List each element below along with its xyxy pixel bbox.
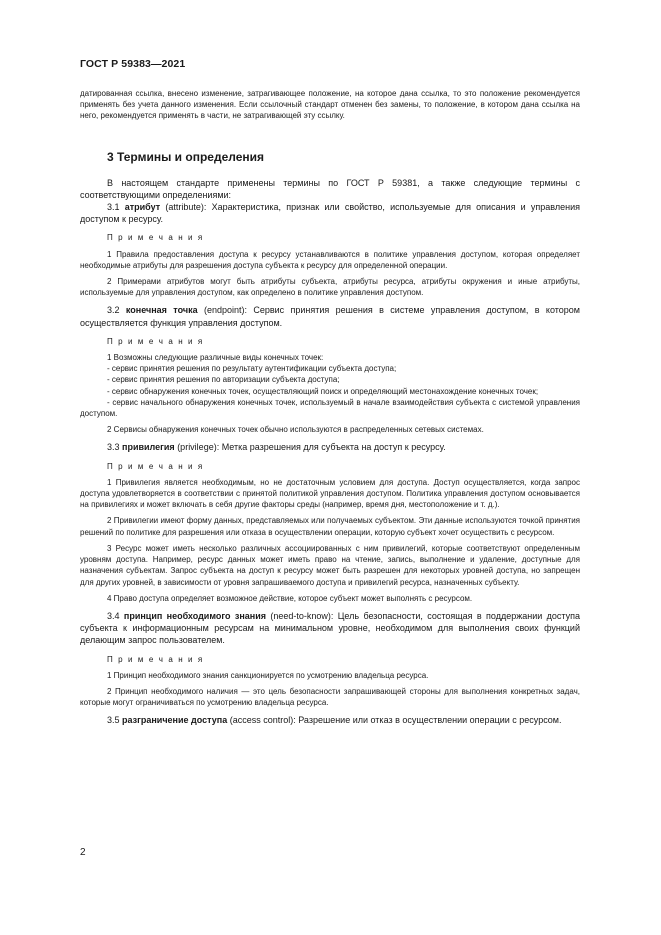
term-name: принцип необходимого знания — [123, 610, 267, 621]
note: 2 Принцип необходимого наличия — это цель безопасности запрашивающей стороны для выполнения конкретных задач, которые могут ограничиваться по усмотрению владельца ресурса. — [80, 686, 580, 708]
notes-label: П р и м е ч а н и я — [107, 461, 204, 471]
page-number: 2 — [80, 847, 86, 858]
note: 1 Привилегия является необходимым, но не достаточным условием для доступа. Доступ осуществляется, когда запрос доступа удовлетворяется в соответствии с принятой политикой управления доступом. Политика управления доступом основывается на привилегиях и может включать в себя другие факторы среды (например, время дня, местоположение и т. д.). — [80, 477, 580, 510]
term-name: атрибут — [124, 202, 161, 213]
note: 3 Ресурс может иметь несколько различных ассоциированных с ним привилегий, которые соответствуют определенным уровням доступа. Например, ресурс данных может иметь право на чтение, запись, выполнение и удаление, доступные для назначения субъектам. Запрос субъекта на доступ к ресурсу может быть разрешен для некоторых уровней доступа, но запрещен для других уровней, в зависимости от уровня запрашиваемого доступа и привилегий ресурса, назначенных субъекту. — [80, 543, 580, 587]
term-number: 3.1 — [107, 202, 125, 213]
note-list-item: - сервис принятия решения по авторизации субъекта доступа; — [107, 375, 340, 385]
term-name: привилегия — [122, 442, 175, 453]
term-number: 3.2 — [107, 305, 126, 316]
document-body — [80, 88, 580, 727]
intro-paragraph: датированная ссылка, внесено изменение, затрагивающее положение, на которое дана ссылка, то это положение рекомендуется применять без учета данного изменения. Если ссылочный стандарт отменен без замены, то положение, в котором дана ссылка на него, рекомендуется применять в части, не затрагивающей эту ссылку. — [80, 89, 580, 121]
note: 1 Принцип необходимого знания санкционируется по усмотрению владельца ресурса. — [107, 670, 429, 680]
term-3-1 — [80, 201, 580, 225]
term-definition: (attribute): Характеристика, признак или свойство, используемые для описания и управления доступом к ресурсу. — [80, 202, 580, 225]
term-3-3 — [80, 441, 580, 453]
note: 2 Примерами атрибутов могут быть атрибуты субъекта, атрибуты ресурса, атрибуты окружения и иные атрибуты, используемые для управления доступом, как определено в политике управления доступом. — [80, 277, 580, 298]
term-3-4 — [80, 610, 580, 647]
notes-label: П р и м е ч а н и я — [107, 233, 204, 243]
term-3-2 — [80, 304, 580, 328]
note-list-item: - сервис начального обнаружения конечных точек, используемый в начале взаимодействия субъекта с системой управления доступом. — [80, 397, 580, 419]
term-number: 3.3 — [107, 442, 123, 453]
notes-label: П р и м е ч а н и я — [107, 654, 204, 664]
note: 1 Правила предоставления доступа к ресурсу устанавливаются в политике управления доступом, которая определяет необходимые атрибуты для разрешения доступа субъекта к ресурсу для определенной операции. — [80, 249, 580, 270]
term-definition: (privilege): Метка разрешения для субъекта на доступ к ресурсу. — [174, 442, 446, 453]
term-name: конечная точка — [125, 305, 198, 316]
section-title: 3 Термины и определения — [107, 149, 265, 164]
document-header: ГОСТ Р 59383—2021 — [80, 58, 186, 70]
term-definition: (access control): Разрешение или отказ в осуществлении операции с ресурсом. — [227, 715, 562, 726]
term-name: разграничение доступа — [122, 715, 228, 726]
term-number: 3.5 — [107, 715, 123, 726]
term-number: 3.4 — [107, 610, 124, 621]
note: 4 Право доступа определяет возможное действие, которое субъект может выполнять с ресурсом. — [107, 593, 473, 603]
note-list-item: - сервис принятия решения по результату аутентификации субъекта доступа; — [107, 364, 397, 374]
notes-label: П р и м е ч а н и я — [107, 336, 204, 346]
section-lead: В настоящем стандарте применены термины по ГОСТ Р 59381, а также следующие термины с соответствующими определениями: — [80, 177, 580, 200]
note: 2 Привилегии имеют форму данных, представляемых или получаемых субъектом. Эти данные используются точкой принятия решений по политике для разрешения или отказа в осуществлении операции, которую субъект хочет осуществить с ресурсом. — [80, 516, 580, 537]
note: 1 Возможны следующие различные виды конечных точек: — [107, 353, 324, 363]
note-list-item: - сервис обнаружения конечных точек, осуществляющий поиск и определяющий местонахождение конечных точек; — [107, 386, 539, 396]
note: 2 Сервисы обнаружения конечных точек обычно используются в распределенных сетевых системах. — [107, 425, 484, 435]
term-definition: (endpoint): Сервис принятия решения в системе управления доступом, в котором осуществляется функция управления доступом. — [80, 305, 580, 328]
term-3-5 — [80, 714, 580, 726]
term-definition: (need-to-know): Цель безопасности, состоящая в поддержании доступа субъекта к информационным ресурсам на минимальном уровне, необходимом для выполнения своих функций делающим запрос пользователем. — [80, 610, 580, 646]
